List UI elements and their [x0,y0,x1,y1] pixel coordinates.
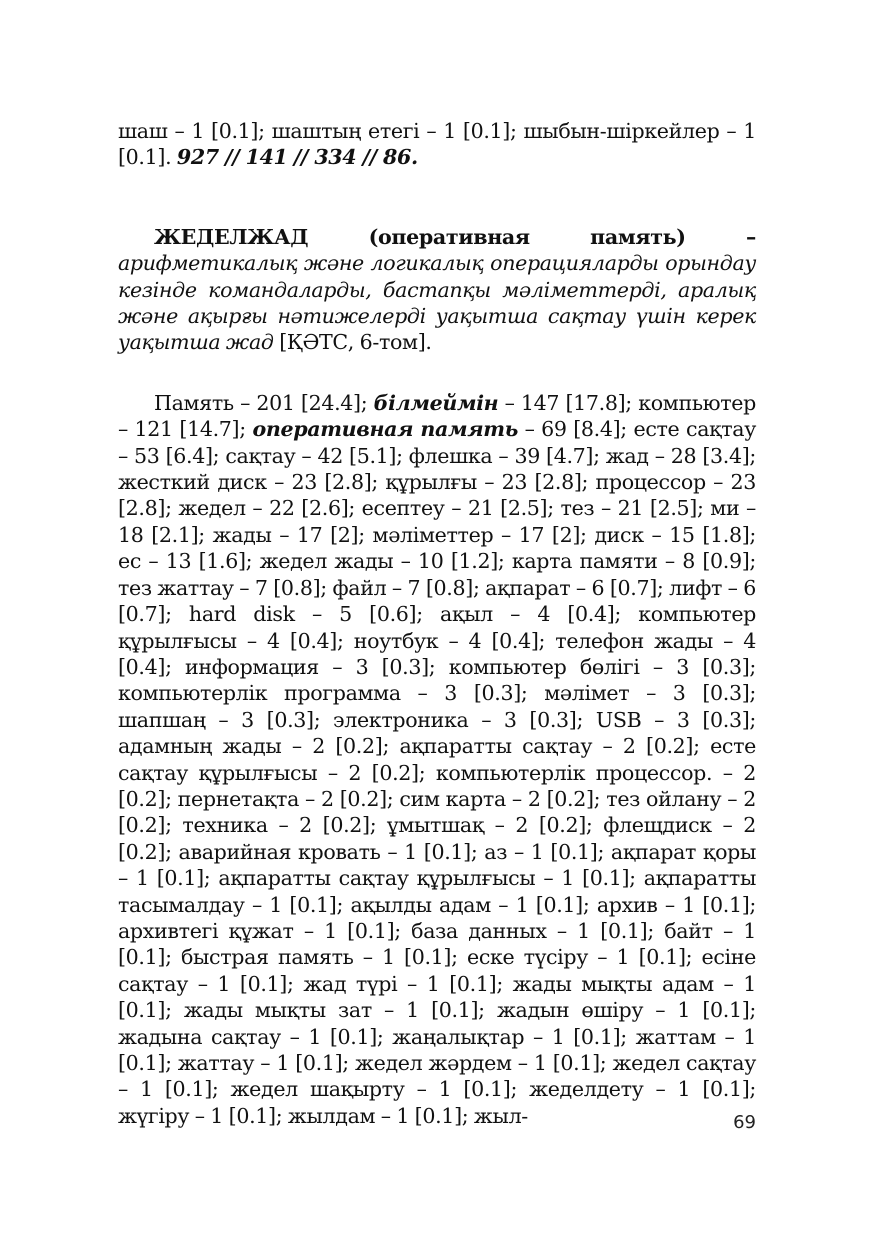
responses-text-3: – 69 [8.4]; есте сақтау – 53 [6.4]; сақтау – 42 [5.1]; флешка – 39 [4.7]; жад – 28 [3.4]; жесткий диск – 23 [2.8]; құрылғы – 23 [2.8]; процессор – 23 [2.8]; жедел – 22 [2.6]; есептеу – 21 [2.5]; тез – 21 [2.5]; ми – 18 [2.1]; жады – 17 [2]; мәліметтер – 17 [2]; диск – 15 [1.8]; ес – 13 [1.6]; жедел жады – 10 [1.2]; карта памяти – 8 [0.9]; тез жаттау – 7 [0.8]; файл – 7 [0.8]; ақпарат – 6 [0.7]; лифт – 6 [0.7]; hard disk – 5 [0.6]; ақыл – 4 [0.4]; компьютер құрылғысы – 4 [0.4]; ноутбук – 4 [0.4]; телефон жады – 4 [0.4]; информация – 3 [0.3]; компьютер бөлігі – 3 [0.3]; компьютерлік программа – 3 [0.3]; мәлімет – 3 [0.3]; шапшаң – 3 [0.3]; электроника – 3 [0.3]; USB – 3 [0.3]; адамның жады – 2 [0.2]; ақпаратты сақтау – 2 [0.2]; есте сақтау құрылғысы – 2 [0.2]; компьютерлік процессор. – 2 [0.2]; пернетақта – 2 [0.2]; сим карта – 2 [0.2]; тез ойлану – 2 [0.2]; техника – 2 [0.2]; ұмытшақ – 2 [0.2]; флещдиск – 2 [0.2]; аварийная кровать – 1 [0.1]; аз – 1 [0.1]; ақпарат қоры – 1 [0.1]; ақпаратты сақтау құрылғысы – 1 [0.1]; ақпаратты тасымалдау – 1 [0.1]; ақылды адам – 1 [0.1]; архив – 1 [0.1]; архивтегі құжат – 1 [0.1]; база данных – 1 [0.1]; байт – 1 [0.1]; быстрая память – 1 [0.1]; еске түсіру – 1 [0.1]; есіне сақтау – 1 [0.1]; жад түрі – 1 [0.1]; жады мықты адам – 1 [0.1]; жады мықты зат – 1 [0.1]; жадын өшіру – 1 [0.1]; жадына сақтау – 1 [0.1]; жаңалықтар – 1 [0.1]; жаттам – 1 [0.1]; жаттау – 1 [0.1]; жедел жәрдем – 1 [0.1]; жедел сақтау – 1 [0.1]; жедел шақырту – 1 [0.1]; жеделдету – 1 [0.1]; жүгіру – 1 [0.1]; жылдам – 1 [0.1]; жыл- [118,417,756,1128]
entry-source: [ҚӘТС, 6-том]. [273,330,432,355]
carryover-paragraph [118,118,756,171]
dictionary-entry [118,224,756,356]
entry-headword: ЖЕДЕЛЖАД (оперативная память) – [154,224,756,249]
carryover-text: шаш – 1 [0.1]; шаштың етегі – 1 [0.1]; шыбын-шіркейлер – 1 [0.1]. [118,119,756,170]
responses-emphasis-1: білмеймін [373,390,499,415]
responses-emphasis-2: оперативная память [252,417,518,442]
responses-text-1: Память – 201 [24.4]; [154,390,374,415]
page-body [118,118,756,1129]
entry-definition: арифметикалық және логикалық операцияларды орындау кезінде командаларды, бастапқы мәліметтерді, аралық және ақырғы нәтижелерді уақытша сақтау үшін керек уақытша жад [118,251,756,355]
carryover-counts: 927 // 141 // 334 // 86. [176,145,418,170]
responses-text-2: – 147 [17.8]; компьютер – 121 [14.7]; [118,390,756,442]
responses-paragraph [118,390,756,1129]
page-number: 69 [733,1112,756,1133]
